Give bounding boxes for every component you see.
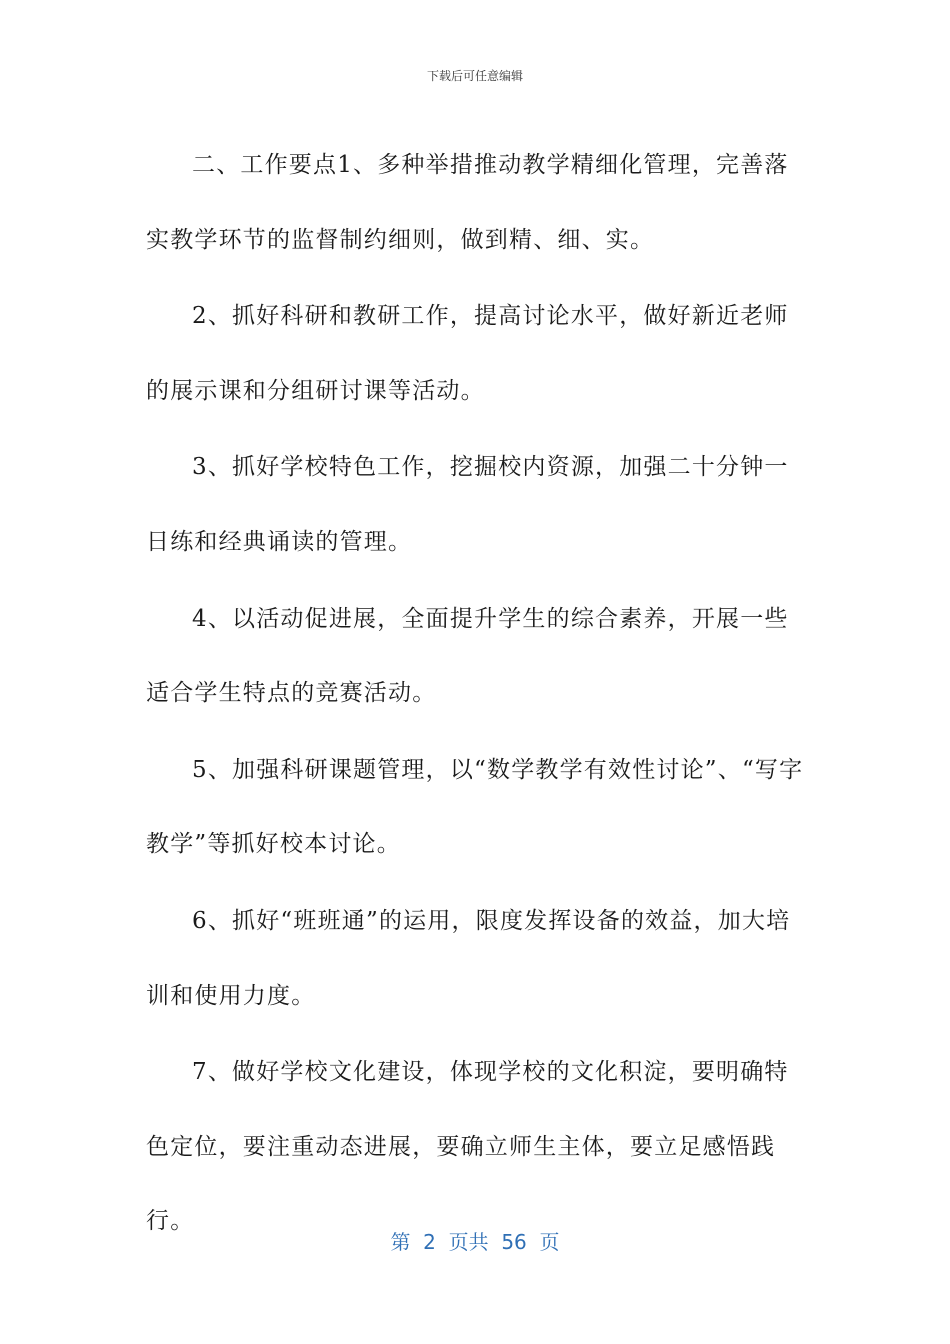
paragraph-4: 4、以活动促进展，全面提升学生的综合素养，开展一些适合学生特点的竞赛活动。	[146, 605, 789, 707]
paragraph-5: 5、加强科研课题管理，以“数学教学有效性讨论”、“写字教学”等抓好校本讨论。	[146, 756, 804, 858]
page-footer	[0, 1226, 950, 1255]
paragraph-2: 2、抓好科研和教研工作，提高讨论水平，做好新近老师的展示课和分组研讨课等活动。	[146, 303, 789, 404]
paragraph-1: 二、工作要点1、多种举措推动教学精细化管理，完善落实教学环节的监督制约细则，做到精、细、实。	[146, 152, 789, 253]
paragraph-3: 3、抓好学校特色工作，挖掘校内资源，加强二十分钟一日练和经典诵读的管理。	[146, 454, 789, 555]
document-body	[146, 128, 806, 1261]
paragraph-6: 6、抓好“班班通”的运用，限度发挥设备的效益，加大培训和使用力度。	[146, 907, 791, 1009]
paragraph-7: 7、做好学校文化建设，体现学校的文化积淀，要明确特色定位，要注重动态进展，要确立师生主体，要立足感悟践行。	[146, 1059, 789, 1235]
header-note: 下载后可任意编辑	[426, 69, 523, 83]
page-number-label: 第 2 页共 56 页	[390, 1230, 560, 1254]
